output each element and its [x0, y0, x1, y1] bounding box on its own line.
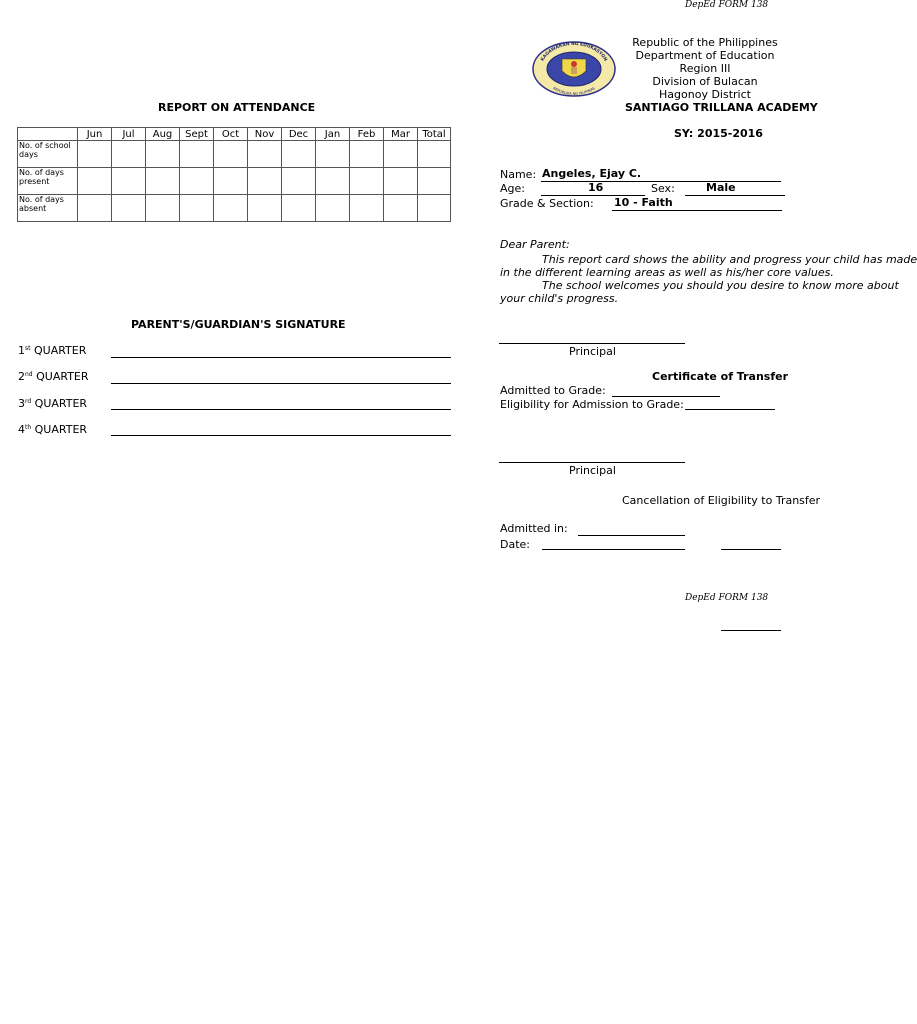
- admitted-to-grade-line[interactable]: [612, 396, 720, 397]
- student-age: 16: [588, 181, 604, 194]
- signature-title: PARENT'S/GUARDIAN'S SIGNATURE: [131, 318, 346, 331]
- attendance-cell[interactable]: [78, 141, 112, 168]
- month-sept: Sept: [180, 128, 214, 141]
- attendance-cell[interactable]: [384, 195, 418, 222]
- attendance-cell[interactable]: [418, 168, 451, 195]
- attendance-cell[interactable]: [248, 168, 282, 195]
- attendance-cell[interactable]: [248, 195, 282, 222]
- seal-top-text: KAGAWARAN NG EDUKASYON: [540, 41, 608, 63]
- corner-cell: [18, 128, 78, 141]
- row-label: No. of days present: [18, 168, 78, 195]
- attendance-cell[interactable]: [350, 195, 384, 222]
- attendance-header-row: [18, 128, 451, 141]
- header-region: Region III: [679, 62, 731, 75]
- letter-salutation: Dear Parent:: [500, 238, 570, 251]
- attendance-cell[interactable]: [78, 168, 112, 195]
- seal-bottom-text: REPUBLIKA NG PILIPINAS: [552, 86, 596, 97]
- quarter-2-label: 2nd QUARTER: [18, 370, 89, 383]
- attendance-cell[interactable]: [112, 168, 146, 195]
- letter-line-3: The school welcomes you should you desire to know more about: [542, 279, 899, 292]
- attendance-cell[interactable]: [78, 195, 112, 222]
- attendance-cell[interactable]: [180, 195, 214, 222]
- cancellation-title: Cancellation of Eligibility to Transfer: [622, 494, 821, 507]
- row-label: No. of school days: [18, 141, 78, 168]
- attendance-cell[interactable]: [214, 141, 248, 168]
- attendance-cell[interactable]: [214, 195, 248, 222]
- attendance-cell[interactable]: [248, 141, 282, 168]
- attendance-cell[interactable]: [146, 195, 180, 222]
- student-grade: 10 - Faith: [614, 196, 673, 209]
- attendance-cell[interactable]: [214, 168, 248, 195]
- attendance-cell[interactable]: [418, 141, 451, 168]
- quarter-3-signature-line[interactable]: [111, 409, 451, 410]
- month-dec: Dec: [282, 128, 316, 141]
- admitted-to-grade-label: Admitted to Grade:: [500, 384, 606, 397]
- attendance-table: [17, 127, 451, 222]
- month-jun: Jun: [78, 128, 112, 141]
- attendance-cell[interactable]: [350, 168, 384, 195]
- sex-underline: [685, 195, 785, 196]
- attendance-cell[interactable]: [316, 141, 350, 168]
- letter-line-4: your child's progress.: [500, 292, 619, 305]
- admitted-in-label: Admitted in:: [500, 522, 568, 535]
- month-total: Total: [418, 128, 451, 141]
- quarter-4-label: 4th QUARTER: [18, 423, 88, 436]
- admitted-in-line[interactable]: [578, 535, 685, 536]
- principal-2-signature-line[interactable]: [499, 462, 685, 463]
- attendance-cell[interactable]: [384, 141, 418, 168]
- school-name: SANTIAGO TRILLANA ACADEMY: [625, 101, 818, 114]
- table-row: [18, 195, 451, 222]
- quarter-4-signature-line[interactable]: [111, 435, 451, 436]
- letter-line-1: This report card shows the ability and progress your child has made: [542, 253, 917, 266]
- attendance-cell[interactable]: [112, 195, 146, 222]
- attendance-cell[interactable]: [282, 141, 316, 168]
- name-label: Name:: [500, 168, 537, 181]
- header-district: Hagonoy District: [659, 88, 751, 101]
- header-department: Department of Education: [635, 49, 775, 62]
- transfer-title: Certificate of Transfer: [652, 370, 788, 383]
- attendance-title: REPORT ON ATTENDANCE: [158, 101, 316, 114]
- attendance-cell[interactable]: [180, 141, 214, 168]
- principal-2-label: Principal: [569, 464, 616, 477]
- bottom-signature-line[interactable]: [721, 630, 781, 631]
- attendance-cell[interactable]: [418, 195, 451, 222]
- month-jul: Jul: [112, 128, 146, 141]
- attendance-cell[interactable]: [282, 168, 316, 195]
- attendance-cell[interactable]: [180, 168, 214, 195]
- quarter-1-signature-line[interactable]: [111, 357, 451, 358]
- month-mar: Mar: [384, 128, 418, 141]
- row-label: No. of days absent: [18, 195, 78, 222]
- quarter-2-signature-line[interactable]: [111, 383, 451, 384]
- form-label-top: DepEd FORM 138: [685, 0, 769, 10]
- form-label-bottom: DepEd FORM 138: [685, 593, 769, 603]
- school-year: SY: 2015-2016: [674, 127, 763, 140]
- attendance-cell[interactable]: [146, 168, 180, 195]
- grade-underline: [612, 210, 782, 211]
- letter-line-2: in the different learning areas as well as his/her core values.: [500, 266, 834, 279]
- date-line[interactable]: [542, 549, 685, 550]
- attendance-cell[interactable]: [146, 141, 180, 168]
- header-division: Division of Bulacan: [652, 75, 758, 88]
- month-aug: Aug: [146, 128, 180, 141]
- month-oct: Oct: [214, 128, 248, 141]
- header-country: Republic of the Philippines: [632, 36, 778, 49]
- student-sex: Male: [706, 181, 736, 194]
- attendance-cell[interactable]: [112, 141, 146, 168]
- eligibility-label: Eligibility for Admission to Grade:: [500, 398, 684, 411]
- table-row: [18, 168, 451, 195]
- attendance-cell[interactable]: [384, 168, 418, 195]
- grade-label: Grade & Section:: [500, 197, 594, 210]
- sex-label: Sex:: [651, 182, 675, 195]
- principal-1-signature-line[interactable]: [499, 343, 685, 344]
- table-row: [18, 141, 451, 168]
- age-label: Age:: [500, 182, 525, 195]
- date-label: Date:: [500, 538, 530, 551]
- month-jan: Jan: [316, 128, 350, 141]
- quarter-1-label: 1st QUARTER: [18, 344, 87, 357]
- attendance-cell[interactable]: [316, 168, 350, 195]
- attendance-cell[interactable]: [316, 195, 350, 222]
- attendance-cell[interactable]: [350, 141, 384, 168]
- cancellation-signature-line[interactable]: [721, 549, 781, 550]
- attendance-cell[interactable]: [282, 195, 316, 222]
- month-feb: Feb: [350, 128, 384, 141]
- student-name: Angeles, Ejay C.: [542, 167, 642, 180]
- principal-1-label: Principal: [569, 345, 616, 358]
- month-nov: Nov: [248, 128, 282, 141]
- eligibility-line[interactable]: [685, 409, 775, 410]
- quarter-3-label: 3rd QUARTER: [18, 397, 88, 410]
